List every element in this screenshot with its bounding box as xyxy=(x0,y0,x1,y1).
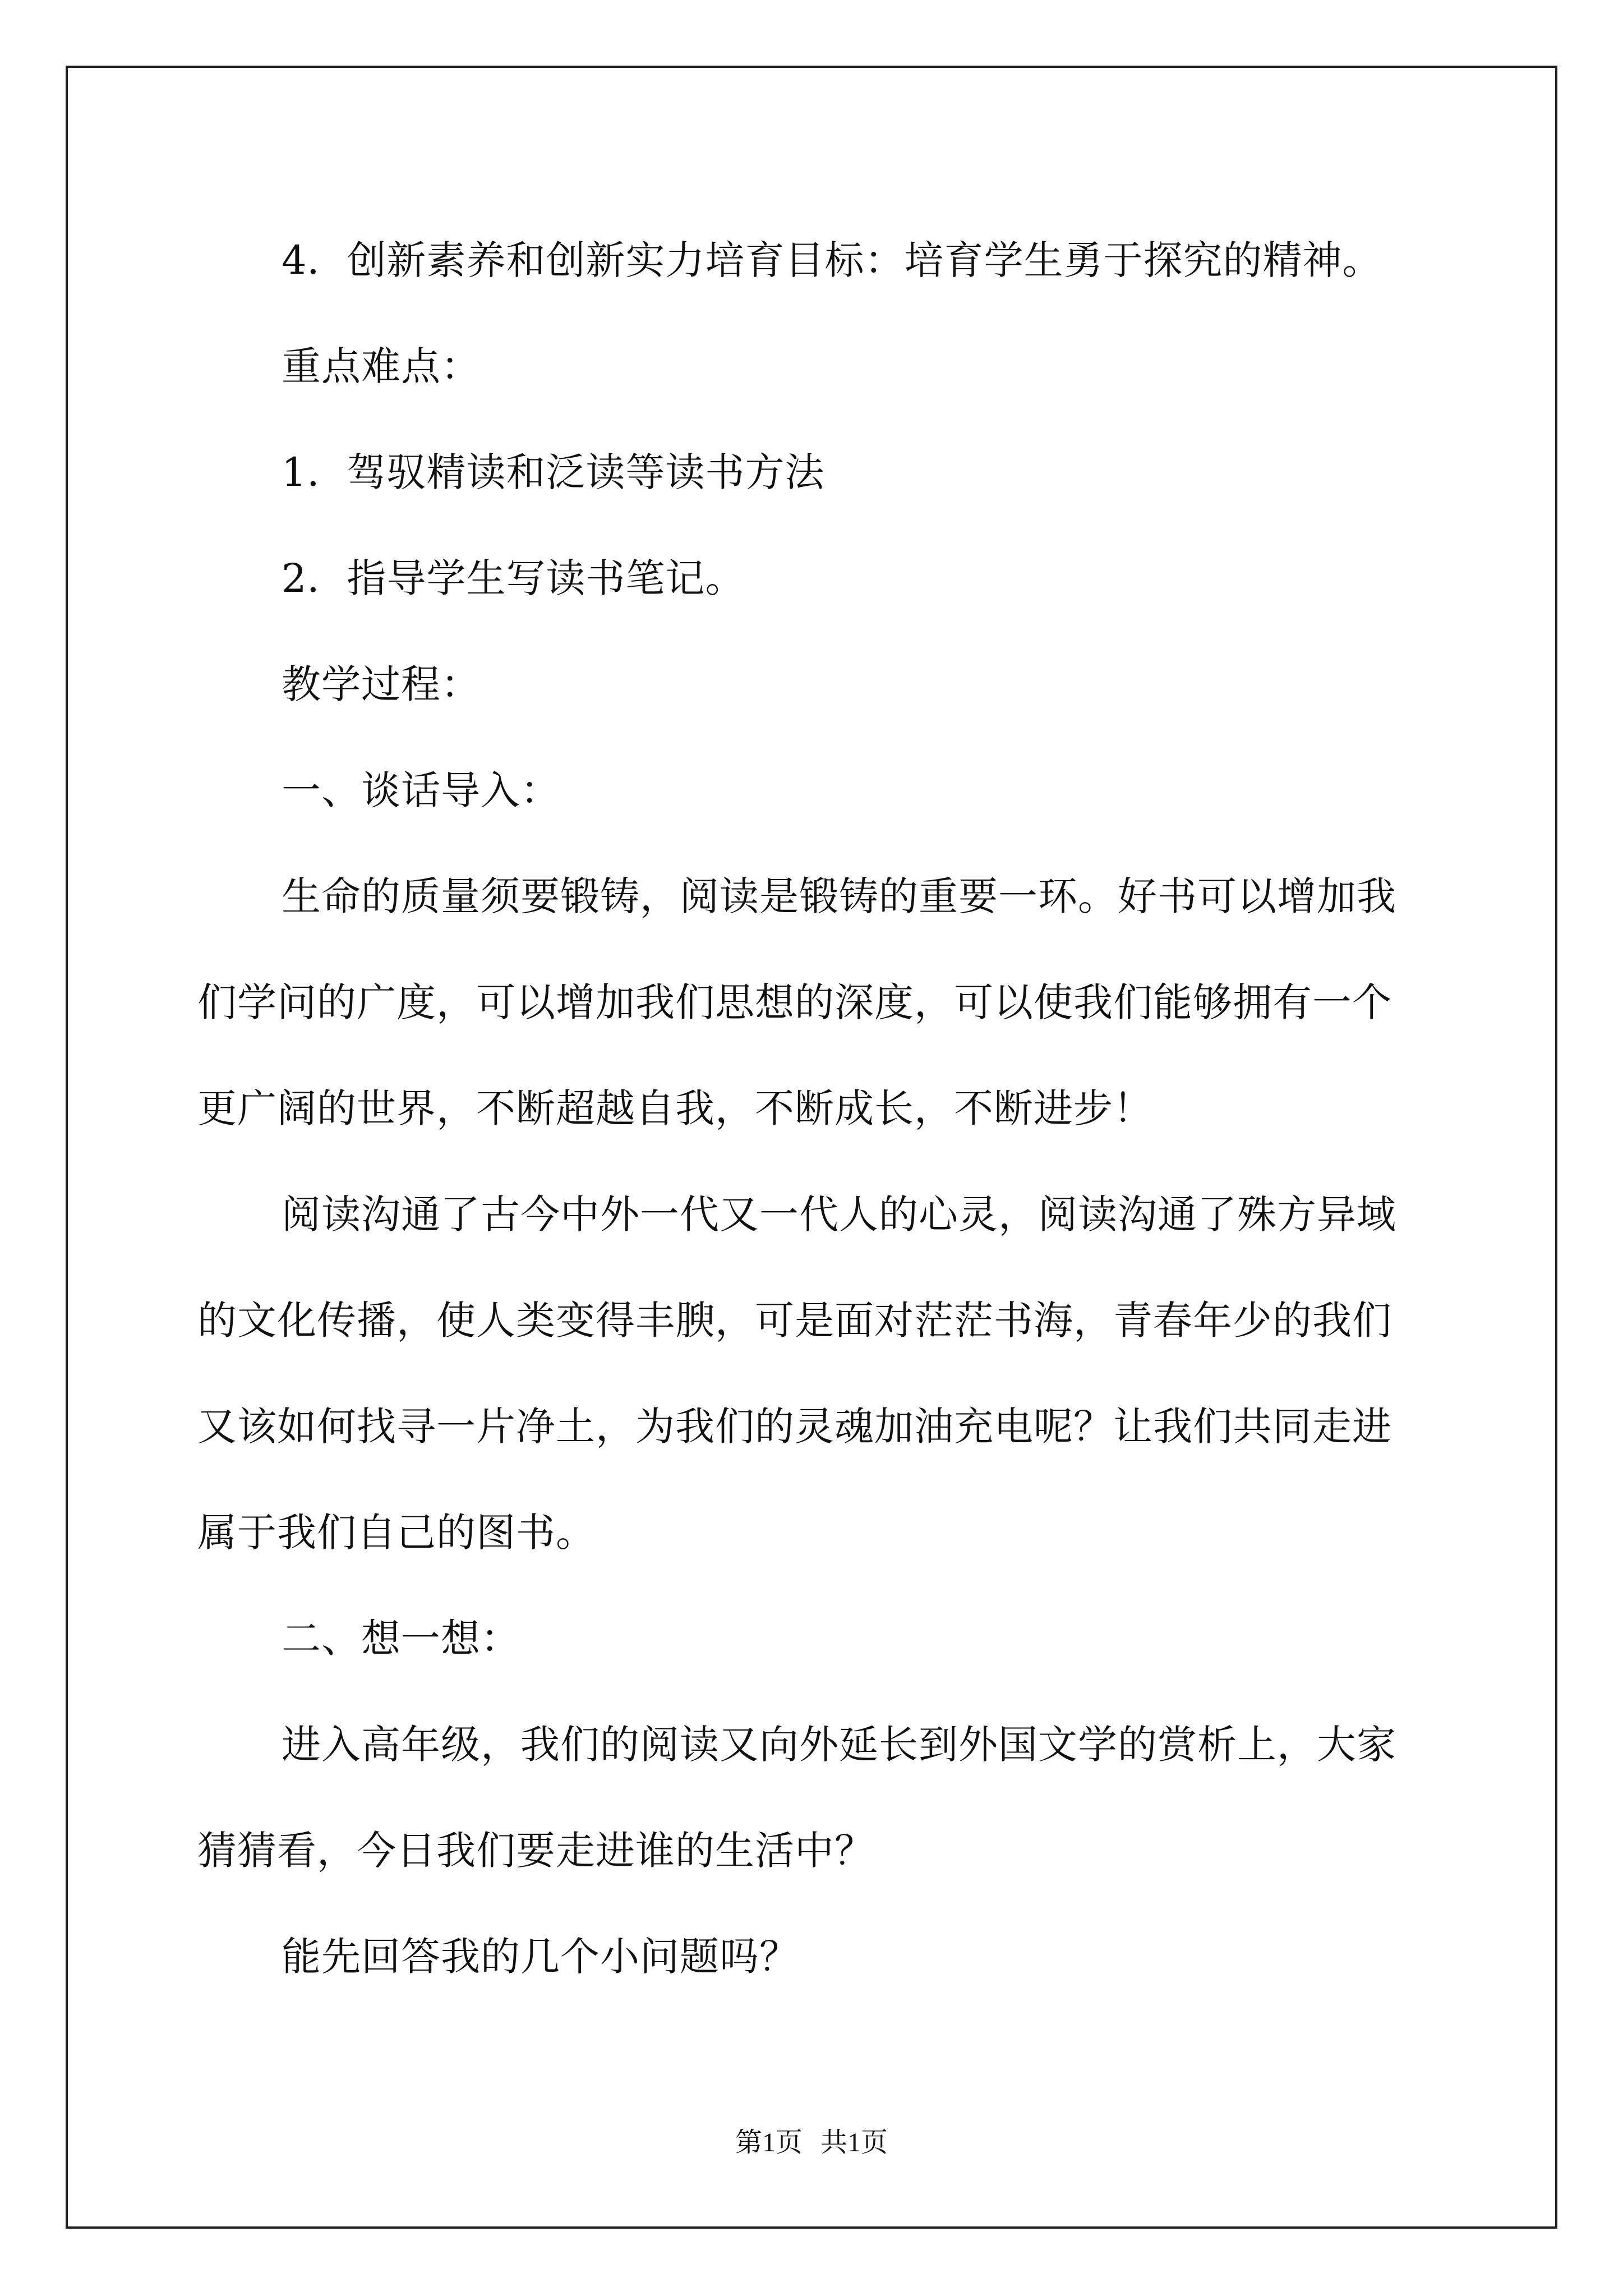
line-13: 属于我们自己的图书。 xyxy=(197,1510,596,1556)
line-9: 更广阔的世界，不断超越自我，不断成长，不断进步！ xyxy=(197,1085,1153,1131)
line-16: 猜猜看，今日我们要走进谁的生活中？ xyxy=(197,1828,874,1874)
line-10: 阅读沟通了古今中外一代又一代人的心灵，阅读沟通了殊方异域 xyxy=(282,1191,1396,1237)
line-11: 的文化传播，使人类变得丰腴，可是面对茫茫书海，青春年少的我们 xyxy=(197,1297,1392,1343)
page-total: 共1页 xyxy=(820,2128,888,2157)
line-7: 生命的质量须要锻铸，阅读是锻铸的重要一环。好书可以增加我 xyxy=(282,873,1396,919)
line-6: 一、谈话导入： xyxy=(282,767,560,813)
line-17: 能先回答我的几个小问题吗？ xyxy=(282,1934,799,1980)
line-1: 4．创新素养和创新实力培育目标：培育学生勇于探究的精神。 xyxy=(282,237,1382,283)
line-8: 们学问的广度，可以增加我们思想的深度，可以使我们能够拥有一个 xyxy=(197,979,1392,1025)
line-14: 二、想一想： xyxy=(282,1616,520,1662)
line-15: 进入高年级，我们的阅读又向外延长到外国文学的赏析上，大家 xyxy=(282,1722,1396,1768)
line-12: 又该如何找寻一片净土，为我们的灵魂加油充电呢？让我们共同走进 xyxy=(197,1404,1392,1450)
document-body xyxy=(197,208,1431,2010)
line-5: 教学过程： xyxy=(282,661,481,707)
page-footer xyxy=(0,2120,1623,2159)
line-4: 2．指导学生写读书笔记。 xyxy=(282,555,745,601)
page-number: 第1页 xyxy=(735,2128,803,2157)
line-2: 重点难点： xyxy=(282,343,481,389)
line-3: 1．驾驭精读和泛读等读书方法 xyxy=(282,449,825,495)
